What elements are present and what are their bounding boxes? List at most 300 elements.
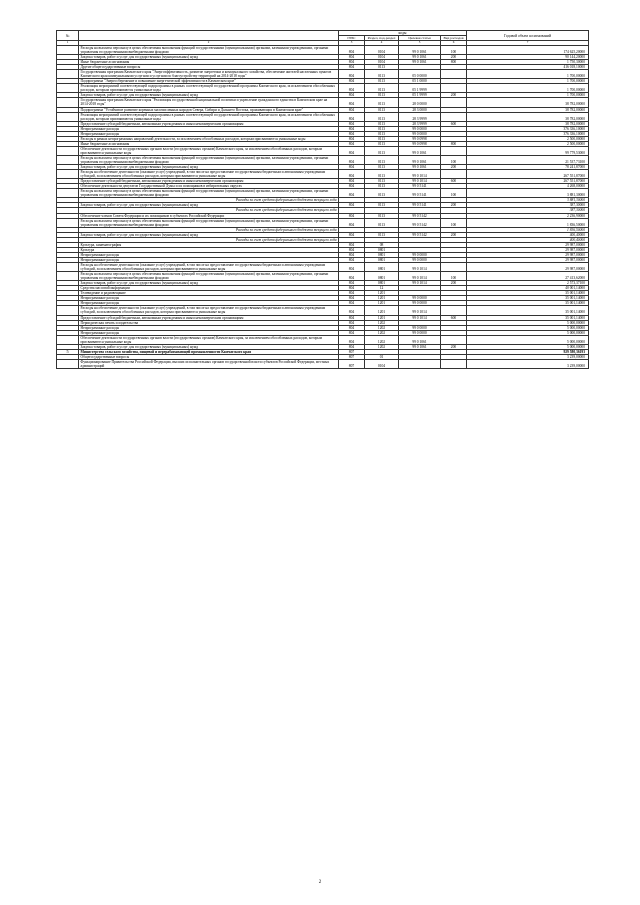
- table-row: [57, 70, 589, 79]
- row-vr: 600: [441, 121, 467, 126]
- row-razdel: 1201: [365, 296, 399, 301]
- column-index: 3: [339, 41, 365, 46]
- row-total: 1 700,00000: [467, 84, 589, 93]
- row-total: 5 000,00000: [467, 325, 589, 330]
- row-csr: 99 0 0000: [399, 301, 441, 306]
- table-row: [57, 359, 589, 368]
- row-name: Культура, кинематография: [79, 242, 339, 247]
- row-grbs: 807: [339, 354, 365, 359]
- row-total: 29 987,00000: [467, 252, 589, 257]
- row-razdel: 0113: [365, 107, 399, 112]
- row-razdel: 0113: [365, 70, 399, 79]
- row-grbs: 804: [339, 136, 365, 141]
- row-name: Государственная программа Камчатского края "Энергоэффективность, развитие энергетики и коммунального хозяйства, обеспечение жителей населенных пунктов Камчатского края коммунальными услугами и услугами по благоустройству территорий на 2014-2018 годы": [79, 70, 339, 79]
- row-grbs: 807: [339, 349, 365, 354]
- row-name: Расходы на выплаты персоналу в целях обеспечения выполнения функций государственными (муниципальными) органами, казенными учреждениями, органами управления государственными внебюджетными фондами: [79, 272, 339, 281]
- row-total: 38 782,00000: [467, 98, 589, 107]
- table-row: [57, 45, 589, 54]
- row-razdel: 0801: [365, 247, 399, 252]
- row-name: Расходы на выплаты персоналу в целях обеспечения выполнения функций государственными (муниципальными) органами, казенными учреждениями, органами управления государственными внебюджетными фондами: [79, 155, 339, 164]
- table-row: [57, 155, 589, 164]
- row-name: Расходы на обеспечение деятельности (оказание услуг) учреждений, в том числе на предоставление государственным бюджетным и автономным учреждениям субсидий, за исключением обособленных расходов, которым присваиваются уникальные коды: [79, 306, 339, 315]
- table-row: [57, 272, 589, 281]
- row-total: 29 987,00000: [467, 242, 589, 247]
- row-name: Другие общегосударственные вопросы: [79, 65, 339, 70]
- row-total: 29 987,00000: [467, 257, 589, 262]
- row-name: Предоставление субсидий бюджетным, автономным учреждениям и иным некоммерческим организациям: [79, 121, 339, 126]
- row-csr: 99 0 1014: [399, 306, 441, 315]
- table-row: [57, 218, 589, 227]
- row-number: [57, 263, 79, 272]
- row-number: [57, 98, 79, 107]
- row-number: [57, 45, 79, 54]
- row-grbs: 804: [339, 45, 365, 54]
- row-total: 38 782,00000: [467, 112, 589, 121]
- row-csr: 99 0 0000: [399, 296, 441, 301]
- row-total: 5 000,00000: [467, 335, 589, 344]
- row-csr: 99 0 1061: [399, 60, 441, 65]
- row-name: Закупка товаров, работ и услуг для государственных (муниципальных) нужд: [79, 93, 339, 98]
- row-number: [57, 272, 79, 281]
- row-name: Непрограммные расходы: [79, 126, 339, 131]
- row-razdel: 0104: [365, 359, 399, 368]
- row-name: Реализация мероприятий соответствующей подпрограммы в рамках соответствующей государственной программы Камчатского края, за исключением обособленных расходов, которым присваиваются уникальные коды: [79, 112, 339, 121]
- row-name: Непрограммные расходы: [79, 252, 339, 257]
- row-grbs: 804: [339, 131, 365, 136]
- row-total: 1 836,50000: [467, 227, 589, 232]
- row-number: [57, 146, 79, 155]
- row-grbs: 804: [339, 146, 365, 155]
- row-grbs: 804: [339, 325, 365, 330]
- row-total: 3 239,00000: [467, 359, 589, 368]
- row-csr: 99 0 1061: [399, 155, 441, 164]
- row-number: [57, 359, 79, 368]
- row-csr: 99 0 1014: [399, 170, 441, 179]
- row-csr: 99 0 1061: [399, 335, 441, 344]
- row-grbs: 804: [339, 93, 365, 98]
- row-vr: 200: [441, 232, 467, 237]
- table-row: [57, 189, 589, 198]
- row-vr: [441, 306, 467, 315]
- row-vr: [441, 84, 467, 93]
- row-name: Расходы на выплаты персоналу в целях обеспечения выполнения функций государственными (муниципальными) органами, казенными учреждениями, органами управления государственными внебюджетными фондами: [79, 218, 339, 227]
- column-index: 2: [79, 41, 339, 46]
- row-razdel: 0113: [365, 203, 399, 208]
- row-total: 3 881,30000: [467, 198, 589, 203]
- row-csr: 05 1 0000: [399, 79, 441, 84]
- row-razdel: 0113: [365, 112, 399, 121]
- header-grbs: ГРБС: [339, 36, 365, 41]
- row-csr: 28 3 9999: [399, 112, 441, 121]
- row-name: Культура: [79, 247, 339, 252]
- row-total: 387,30000: [467, 203, 589, 208]
- row-total: 1 750,30000: [467, 60, 589, 65]
- row-razdel: 0113: [365, 184, 399, 189]
- row-razdel: 0113: [365, 189, 399, 198]
- row-grbs: 804: [339, 263, 365, 272]
- row-grbs: 804: [339, 232, 365, 237]
- row-razdel: 0113: [365, 232, 399, 237]
- row-csr: 28 0 0000: [399, 98, 441, 107]
- row-razdel: 0113: [365, 121, 399, 126]
- table-row: [57, 335, 589, 344]
- row-name: Расходы за счет средств федерального бюджета текущего года: [79, 237, 339, 242]
- row-grbs: 804: [339, 179, 365, 184]
- column-index: 1: [57, 41, 79, 46]
- row-name: Обеспечение членов Совета Федерации и их помощников в субъектах Российской Федерации: [79, 213, 339, 218]
- row-csr: 99 0 5141: [399, 184, 441, 189]
- row-total: 1 700,00000: [467, 93, 589, 98]
- row-name: Расходы за счет средств федерального бюджета текущего года: [79, 208, 339, 213]
- row-number: [57, 112, 79, 121]
- row-total: 29 987,00000: [467, 263, 589, 272]
- row-total: 29 987,00000: [467, 247, 589, 252]
- table-row: [57, 84, 589, 93]
- row-vr: 600: [441, 315, 467, 320]
- table-row: [57, 98, 589, 107]
- row-grbs: 804: [339, 306, 365, 315]
- row-razdel: 0113: [365, 84, 399, 93]
- table-body: [57, 45, 589, 368]
- row-vr: 800: [441, 60, 467, 65]
- row-total: 267 551,87000: [467, 170, 589, 179]
- row-name: Функционирование Правительства Российской Федерации, высших исполнительных органов государственной власти субъектов Российской Федерации, местных администраций: [79, 359, 339, 368]
- row-number: [57, 170, 79, 179]
- row-number: [57, 155, 79, 164]
- row-razdel: 0104: [365, 45, 399, 54]
- row-razdel: 0801: [365, 281, 399, 286]
- row-number: 5: [57, 349, 79, 354]
- row-vr: [441, 70, 467, 79]
- header-vr: Вид расходов: [441, 36, 467, 41]
- row-total: 38 782,00000: [467, 107, 589, 112]
- row-razdel: 1201: [365, 301, 399, 306]
- row-vr: 100: [441, 272, 467, 281]
- row-razdel: 0113: [365, 131, 399, 136]
- row-razdel: 0801: [365, 272, 399, 281]
- row-razdel: 1202: [365, 330, 399, 335]
- row-csr: 05 1 9999: [399, 93, 441, 98]
- row-number: [57, 189, 79, 198]
- row-total: 38 782,00000: [467, 121, 589, 126]
- row-razdel: 0113: [365, 218, 399, 227]
- row-vr: [441, 146, 467, 155]
- row-grbs: 804: [339, 301, 365, 306]
- row-csr: 05 1 9999: [399, 84, 441, 93]
- row-razdel: 0113: [365, 179, 399, 184]
- row-vr: [441, 170, 467, 179]
- row-total: 376 336,10000: [467, 126, 589, 131]
- row-grbs: 804: [339, 121, 365, 126]
- row-name: Обеспечение деятельности государственных органов власти (государственных органов) Камчатского края, за исключением обособленных расходов, которым присваиваются уникальные коды: [79, 335, 339, 344]
- row-total: 2 500,00000: [467, 141, 589, 146]
- column-index: 4: [365, 41, 399, 46]
- row-number: [57, 218, 79, 227]
- row-csr: 99 0 5142: [399, 213, 441, 218]
- row-vr: [441, 112, 467, 121]
- row-name: Закупка товаров, работ и услуг для государственных (муниципальных) нужд: [79, 203, 339, 208]
- header-total: Годовой объем ассигнований: [467, 31, 589, 41]
- row-name: Общегосударственные вопросы: [79, 354, 339, 359]
- row-name: Подпрограмма "Энергосбережение и повышение энергетической эффективности в Камчатском крае": [79, 79, 339, 84]
- row-csr: 99 0 5141: [399, 203, 441, 208]
- row-total: 35 001,14000: [467, 306, 589, 315]
- row-vr: 200: [441, 93, 467, 98]
- row-total: 3 239,00000: [467, 354, 589, 359]
- row-csr: 99 0 1061: [399, 146, 441, 155]
- row-csr: 99 0 1014: [399, 179, 441, 184]
- row-csr: 99 0 0998: [399, 141, 441, 146]
- row-name: Расходы за счет средств федерального бюджета текущего года: [79, 227, 339, 232]
- row-razdel: 0113: [365, 141, 399, 146]
- row-csr: 28 3 0000: [399, 107, 441, 112]
- row-vr: 100: [441, 155, 467, 164]
- row-csr: [399, 359, 441, 368]
- row-csr: 99 0 1061: [399, 344, 441, 349]
- row-name: Телевидение и радиовещание: [79, 291, 339, 296]
- row-grbs: 804: [339, 218, 365, 227]
- row-total: 35 001,14000: [467, 291, 589, 296]
- row-grbs: 804: [339, 141, 365, 146]
- row-razdel: 0801: [365, 257, 399, 262]
- row-vr: [441, 98, 467, 107]
- row-razdel: 0113: [365, 98, 399, 107]
- row-grbs: 804: [339, 79, 365, 84]
- row-name: Непрограммные расходы: [79, 301, 339, 306]
- row-vr: [441, 335, 467, 344]
- row-name: Предоставление субсидий бюджетным, автономным учреждениям и иным некоммерческим организациям: [79, 179, 339, 184]
- row-razdel: 0113: [365, 146, 399, 155]
- header-codes: коды: [339, 31, 467, 36]
- row-total: 929 580,36193: [467, 349, 589, 354]
- row-grbs: 804: [339, 247, 365, 252]
- row-vr: 100: [441, 189, 467, 198]
- row-name: Предоставление субсидий бюджетным, автономным учреждениям и иным некоммерческим организациям: [79, 315, 339, 320]
- row-csr: 99 0 0998: [399, 136, 441, 141]
- row-grbs: 804: [339, 70, 365, 79]
- row-grbs: 807: [339, 359, 365, 368]
- row-razdel: 01: [365, 354, 399, 359]
- row-grbs: 804: [339, 165, 365, 170]
- header-csr: Целевая статья: [399, 36, 441, 41]
- row-razdel: 0113: [365, 170, 399, 179]
- row-grbs: 804: [339, 242, 365, 247]
- row-vr: 200: [441, 54, 467, 59]
- table-row: [57, 306, 589, 315]
- row-total: 400,40000: [467, 232, 589, 237]
- row-razdel: 1202: [365, 335, 399, 344]
- table-header: [57, 31, 589, 46]
- budget-sheet: [56, 30, 588, 369]
- row-total: 3 881,30000: [467, 189, 589, 198]
- row-total: 90 144,20000: [467, 54, 589, 59]
- row-csr: 28 3 9999: [399, 121, 441, 126]
- row-razdel: 0113: [365, 213, 399, 218]
- row-name: Обеспечение деятельности депутатов Государственной Думы и их помощников в избирательных округах: [79, 184, 339, 189]
- row-name: Расходы в рамках непрограммных направлений деятельности, за исключением обособленных расходов, которым присваиваются уникальные коды: [79, 136, 339, 141]
- row-razdel: 1201: [365, 306, 399, 315]
- row-total: 5 000,00000: [467, 344, 589, 349]
- row-grbs: 804: [339, 60, 365, 65]
- row-name: Закупка товаров, работ и услуг для государственных (муниципальных) нужд: [79, 232, 339, 237]
- row-name: Расходы на обеспечение деятельности (оказание услуг) учреждений, в том числе на предоставление государственным бюджетным и автономным учреждениям субсидий, за исключением обособленных расходов, которым присваиваются уникальные коды: [79, 263, 339, 272]
- row-grbs: 804: [339, 65, 365, 70]
- row-csr: 99 0 1014: [399, 272, 441, 281]
- row-vr: 200: [441, 165, 467, 170]
- table-row: [57, 112, 589, 121]
- row-grbs: 804: [339, 335, 365, 344]
- header-razdel: Раздел, под-раздел: [365, 36, 399, 41]
- row-vr: 800: [441, 141, 467, 146]
- row-name: Непрограммные расходы: [79, 330, 339, 335]
- row-name: Иные бюджетные ассигнования: [79, 60, 339, 65]
- row-csr: 99 0 1061: [399, 45, 441, 54]
- page-number: 2: [318, 880, 322, 885]
- row-name: Непрограммные расходы: [79, 257, 339, 262]
- row-total: 5 000,00000: [467, 320, 589, 325]
- row-total: 400,40000: [467, 237, 589, 242]
- row-total: 21 537,73100: [467, 155, 589, 164]
- row-name: Закупка товаров, работ и услуг для государственных (муниципальных) нужд: [79, 281, 339, 286]
- row-total: 27 413,62000: [467, 272, 589, 281]
- row-total: 35 001,14000: [467, 315, 589, 320]
- row-name: Реализация мероприятий соответствующей подпрограммы в рамках соответствующей государственной программы Камчатского края, за исключением обособленных расходов, которым присваиваются уникальные коды: [79, 84, 339, 93]
- row-razdel: 0113: [365, 65, 399, 70]
- row-grbs: 804: [339, 257, 365, 262]
- row-total: 376 336,10000: [467, 131, 589, 136]
- row-name: Непрограммные расходы: [79, 296, 339, 301]
- row-csr: 99 0 5142: [399, 218, 441, 227]
- row-grbs: 804: [339, 126, 365, 131]
- row-csr: 99 0 1014: [399, 315, 441, 320]
- column-index: 6: [441, 41, 467, 46]
- row-vr: 200: [441, 281, 467, 286]
- table-row: [57, 170, 589, 179]
- row-grbs: 804: [339, 98, 365, 107]
- row-vr: 600: [441, 179, 467, 184]
- row-number: [57, 306, 79, 315]
- row-razdel: 1202: [365, 320, 399, 325]
- row-grbs: 804: [339, 252, 365, 257]
- column-index: 7: [467, 41, 589, 46]
- row-vr: [441, 359, 467, 368]
- row-csr: 99 0 1061: [399, 54, 441, 59]
- row-grbs: 804: [339, 315, 365, 320]
- row-total: 40 001,14000: [467, 286, 589, 291]
- row-vr: 200: [441, 344, 467, 349]
- row-razdel: 0113: [365, 136, 399, 141]
- row-name: Расходы за счет средств федерального бюджета текущего года: [79, 198, 339, 203]
- row-grbs: 804: [339, 84, 365, 93]
- row-csr: 99 0 0000: [399, 330, 441, 335]
- row-csr: 99 0 0000: [399, 325, 441, 330]
- row-grbs: 804: [339, 107, 365, 112]
- row-name: Непрограммные расходы: [79, 131, 339, 136]
- table-row: [57, 263, 589, 272]
- row-razdel: 0104: [365, 60, 399, 65]
- row-total: 387,30000: [467, 208, 589, 213]
- row-grbs: 804: [339, 281, 365, 286]
- row-name: Периодическая печать и издательства: [79, 320, 339, 325]
- row-name: Обеспечение деятельности государственных органов власти (государственных органов) Камчатского края, за исключением обособленных расходов, которым присваиваются уникальные коды: [79, 146, 339, 155]
- row-total: 2 500,00000: [467, 136, 589, 141]
- row-grbs: 804: [339, 54, 365, 59]
- row-total: 78 241,87000: [467, 165, 589, 170]
- row-grbs: 804: [339, 296, 365, 301]
- row-razdel: 0113: [365, 79, 399, 84]
- row-csr: 99 0 0000: [399, 252, 441, 257]
- row-name: Иные бюджетные ассигнования: [79, 141, 339, 146]
- row-vr: 100: [441, 45, 467, 54]
- budget-table: [56, 30, 589, 369]
- row-total: 1 836,50000: [467, 218, 589, 227]
- row-grbs: 804: [339, 170, 365, 179]
- row-csr: 99 0 5141: [399, 189, 441, 198]
- row-csr: 99 0 0000: [399, 257, 441, 262]
- row-razdel: 0113: [365, 165, 399, 170]
- row-razdel: 0801: [365, 252, 399, 257]
- row-name: Расходы на выплаты персоналу в целях обеспечения выполнения функций государственными (муниципальными) органами, казенными учреждениями, органами управления государственными внебюджетными фондами: [79, 45, 339, 54]
- row-total: 35 001,14000: [467, 296, 589, 301]
- header-number: №: [57, 31, 79, 41]
- row-csr: 99 0 0000: [399, 131, 441, 136]
- row-grbs: 804: [339, 184, 365, 189]
- row-name: Министерство сельского хозяйства, пищевой и перерабатывающей промышленности Камчатского края: [79, 349, 339, 354]
- row-vr: 200: [441, 203, 467, 208]
- table-row: [57, 146, 589, 155]
- row-name: Государственная программа Камчатского края "Реализация государственной национальной политики и укрепление гражданского единства в Камчатском крае на 2014-2018 годы": [79, 98, 339, 107]
- row-number: [57, 70, 79, 79]
- row-total: 416 018,10000: [467, 65, 589, 70]
- row-vr: [441, 263, 467, 272]
- row-total: 4 268,00000: [467, 184, 589, 189]
- row-total: 99 779,53000: [467, 146, 589, 155]
- row-name: Средства массовой информации: [79, 286, 339, 291]
- row-name: Расходы на выплаты персоналу в целях обеспечения выполнения функций государственными (муниципальными) органами, казенными учреждениями, органами управления государственными внебюджетными фондами: [79, 189, 339, 198]
- row-razdel: 12: [365, 286, 399, 291]
- header-name: [79, 31, 339, 41]
- row-razdel: 0113: [365, 93, 399, 98]
- row-razdel: 0113: [365, 126, 399, 131]
- row-total: 267 551,87000: [467, 179, 589, 184]
- column-index: 5: [399, 41, 441, 46]
- row-csr: 99 0 5142: [399, 232, 441, 237]
- row-name: Закупка товаров, работ и услуг для государственных (муниципальных) нужд: [79, 165, 339, 170]
- row-razdel: 0113: [365, 155, 399, 164]
- row-razdel: 08: [365, 242, 399, 247]
- row-total: 2 236,90000: [467, 213, 589, 218]
- row-grbs: 804: [339, 330, 365, 335]
- row-vr: 100: [441, 218, 467, 227]
- row-name: Расходы на обеспечение деятельности (оказание услуг) учреждений, в том числе на предоставление государственным бюджетным и автономным учреждениям субсидий, за исключением обособленных расходов, которым присваиваются уникальные коды: [79, 170, 339, 179]
- row-grbs: 804: [339, 344, 365, 349]
- row-name: Непрограммные расходы: [79, 325, 339, 330]
- row-csr: 99 0 1061: [399, 165, 441, 170]
- row-razdel: 1201: [365, 291, 399, 296]
- row-grbs: 804: [339, 272, 365, 281]
- row-number: [57, 84, 79, 93]
- row-razdel: 1202: [365, 344, 399, 349]
- row-grbs: 804: [339, 291, 365, 296]
- row-razdel: 1202: [365, 325, 399, 330]
- row-grbs: 804: [339, 203, 365, 208]
- row-grbs: 804: [339, 213, 365, 218]
- row-razdel: 1201: [365, 315, 399, 320]
- row-razdel: 0104: [365, 54, 399, 59]
- row-razdel: 0801: [365, 263, 399, 272]
- row-total: 1 700,00000: [467, 70, 589, 79]
- row-total: 5 000,00000: [467, 330, 589, 335]
